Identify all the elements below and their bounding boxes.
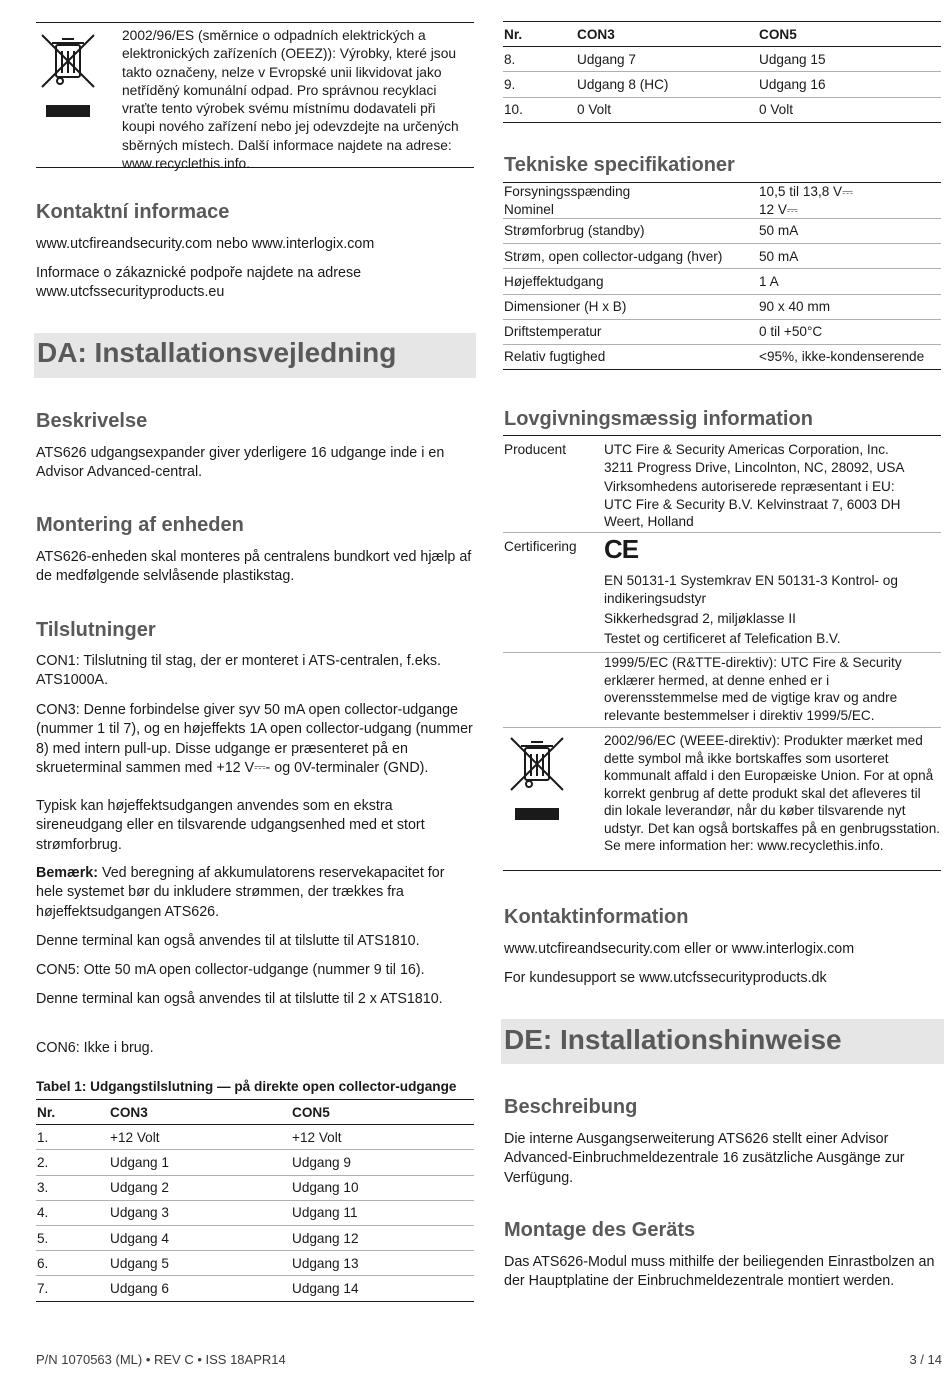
table-cell: 5. [37, 1230, 49, 1246]
table-row [503, 97, 941, 122]
table-row [36, 1251, 474, 1276]
spec-cell: 10,5 til 13,8 V⎓ 12 V⎓ [759, 184, 853, 217]
de-desc-heading: Beschreibung [504, 1096, 638, 1118]
spec-cell: <95%, ikke-kondenserende [759, 349, 925, 365]
cz-contact-line1: www.utcfireandsecurity.com nebo www.interlogix.com [36, 236, 375, 252]
de-title: DE: Installationshinweise [504, 1024, 842, 1055]
da-title-band [34, 333, 476, 378]
ce-mark-icon: CE [604, 534, 639, 564]
table-cell: Udgang 15 [759, 51, 826, 67]
spec-cell: 90 x 40 mm [759, 298, 831, 314]
spec-cell: Dimensioner (H x B) [504, 298, 627, 314]
table-cell: Udgang 2 [110, 1180, 169, 1196]
table-cell: Udgang 1 [110, 1154, 169, 1170]
reg-producer-1: UTC Fire & Security Americas Corporation, Inc. 3211 Progress Drive, Lincolnton, NC, 28092, USA [604, 442, 905, 475]
da-spec-heading: Tekniske specifikationer [504, 154, 735, 176]
da-table-caption: Tabel 1: Udgangstilslutning — på direkte open collector-udgange [36, 1079, 457, 1094]
table-cell: 7. [37, 1280, 49, 1296]
cz-weee-text: 2002/96/ES (směrnice o odpadních elektrických a elektronických zařízeních (OEEZ)): Výrobky, které jsou takto označeny, nelze v Evropské unii likvidovat jako netříděný komunální odpad. Pro správnou recyklaci vraťte tento výrobek svému místnímu dodavateli při koupi nového zařízení nebo jej odevzdejte na určených sběrných místech. Další informace najdete na adrese: www.recyclethis.info. [122, 28, 459, 172]
da-con6: CON6: Ikke i brug. [36, 1040, 154, 1056]
da-output-table [36, 1099, 474, 1302]
table-cell: 8. [504, 51, 516, 67]
de-desc-text: Die interne Ausgangserweiterung ATS626 stellt einer Advisor Advanced-Einbruchmeldezentrale 16 zusätzliche Ausgänge zur Verfügung. [504, 1131, 905, 1186]
table-cell: Udgang 10 [292, 1180, 359, 1196]
spec-cell: 1 A [759, 273, 779, 289]
footer-part-number: P/N 1070563 (ML) • REV C • ISS 18APR14 [36, 1352, 286, 1367]
da-con3b: Typisk kan højeffektsudgangen anvendes som en ekstra sireneudgang eller en tilsvarende udgangsenhed med et stort strømforbrug. [36, 798, 425, 853]
table-cell: Udgang 16 [759, 76, 826, 92]
cz-contact-line2: Informace o zákaznické podpoře najdete na adrese www.utcfssecurityproducts.eu [36, 265, 362, 301]
spec-cell: Relativ fugtighed [504, 349, 606, 365]
table-row [36, 1276, 474, 1301]
table-cell: Udgang 9 [292, 1154, 351, 1170]
table-cell: Udgang 11 [292, 1205, 358, 1221]
cz-weee-box [36, 22, 474, 172]
da-contact-heading: Kontaktinformation [504, 906, 689, 928]
table-cell: 4. [37, 1205, 49, 1221]
table-cell: Udgang 7 [577, 51, 636, 67]
da-contact-1: www.utcfireandsecurity.com eller or www.interlogix.com [504, 941, 855, 957]
table-row [36, 1125, 474, 1150]
table-cell: Udgang 3 [110, 1205, 169, 1221]
table-row [503, 72, 941, 97]
spec-cell: Strøm, open collector-udgang (hver) [504, 248, 723, 264]
spec-cell: 0 til +50°C [759, 324, 823, 340]
table-row [503, 47, 941, 72]
da-spec-table [503, 182, 941, 370]
table-cell: 6. [37, 1255, 49, 1271]
table2-header-con5: CON5 [759, 26, 797, 42]
da-reg-heading: Lovgivningsmæssig information [504, 408, 813, 430]
table-cell: 9. [504, 76, 516, 92]
de-mount-heading: Montage des Geräts [504, 1219, 696, 1241]
spec-cell: Forsyningsspænding Nominel [504, 184, 631, 217]
spec-row [503, 344, 941, 369]
cz-contact-heading: Kontaktní informace [36, 201, 230, 223]
spec-row [503, 244, 941, 269]
spec-row [503, 183, 941, 219]
da-reg-table [503, 435, 941, 871]
table-cell: Udgang 8 (HC) [577, 76, 669, 92]
da-mount-heading: Montering af enheden [36, 514, 244, 536]
table2-header-con3: CON3 [577, 26, 615, 42]
spec-cell: Driftstemperatur [504, 324, 602, 340]
reg-cert-3: Testet og certificeret af Telefication B.V. [604, 631, 841, 646]
table-cell: 3. [37, 1180, 49, 1196]
da-con5: CON5: Otte 50 mA open collector-udgange (nummer 9 til 16). [36, 962, 425, 978]
footer-page-number: 3 / 14 [909, 1352, 942, 1367]
table-header-con3: CON3 [110, 1104, 148, 1120]
da-conn-heading: Tilslutninger [36, 619, 156, 641]
spec-row [503, 269, 941, 294]
table-cell: +12 Volt [110, 1129, 160, 1145]
reg-producer-label: Producent [504, 442, 566, 457]
da-note [36, 864, 474, 922]
da-note-text: Ved beregning af akkumulatorens reservekapacitet for hele systemet bør du inkludere strømmen, der trækkes fra højeffektsudgangen ATS626. [36, 865, 445, 920]
spec-cell: Højeffektudgang [504, 273, 604, 289]
de-mount-text: Das ATS626-Modul muss mithilfe der beiliegenden Einrastbolzen an der Hauptplatine der Einbruchmeldezentrale montiert werden. [504, 1254, 935, 1290]
da-note-label: Bemærk: [36, 865, 98, 881]
table2-header-nr: Nr. [504, 26, 523, 42]
de-title-band [501, 1019, 944, 1064]
table-cell: +12 Volt [292, 1129, 342, 1145]
da-output-table-cont [503, 21, 941, 123]
reg-cert-1: EN 50131-1 Systemkrav EN 50131-3 Kontrol- og indikeringsudstyr [604, 573, 898, 606]
table-cell: 0 Volt [759, 102, 794, 118]
da-desc-heading: Beskrivelse [36, 410, 148, 432]
table-row [36, 1200, 474, 1225]
da-contact-2: For kundesupport se www.utcfssecurityproducts.dk [504, 970, 827, 986]
spec-row [503, 319, 941, 344]
table-cell: 0 Volt [577, 102, 612, 118]
reg-weee: 2002/96/EC (WEEE-direktiv): Produkter mærket med dette symbol må ikke bortskaffes som usorteret kommunalt affald i den Europæiske Union. For at opnå korrekt genbrug af dette produkt skal det afleveres til din lokale leverandør, når du køber tilsvarende nyt udstyr. Det kan også bortskaffes på en genbrugsstation. Se mere information her: www.recyclethis.info. [604, 733, 941, 853]
table-cell: Udgang 5 [110, 1255, 169, 1271]
da-con1: CON1: Tilslutning til stag, der er monteret i ATS-centralen, f.eks. ATS1000A. [36, 653, 441, 689]
table-row [36, 1175, 474, 1200]
reg-rtte: 1999/5/EC (R&TTE-direktiv): UTC Fire & Security erklærer hermed, at denne enhed er i overensstemmelse med de vigtige krav og andre relevante bestemmelser i direktiv 1999/5/EC. [604, 655, 902, 723]
spec-cell: Strømforbrug (standby) [504, 223, 645, 239]
reg-cert-label: Certificering [504, 539, 577, 554]
spec-row [503, 294, 941, 319]
table-cell: 1. [37, 1129, 49, 1145]
crossed-bin-icon [507, 732, 569, 824]
table-cell: 10. [504, 102, 523, 118]
reg-divider [503, 652, 941, 653]
table-cell: 2. [37, 1154, 49, 1170]
table-cell: Udgang 14 [292, 1280, 359, 1296]
spec-row [503, 219, 941, 244]
da-terminal2: Denne terminal kan også anvendes til at tilslutte til 2 x ATS1810. [36, 991, 443, 1007]
table-header-nr: Nr. [37, 1104, 56, 1120]
reg-producer-2: Virksomhedens autoriserede repræsentant i EU: UTC Fire & Security B.V. Kelvinstraat 7, 6003 DH Weert, Holland [604, 479, 901, 529]
da-terminal1: Denne terminal kan også anvendes til at tilslutte til ATS1810. [36, 933, 420, 949]
spec-cell: 50 mA [759, 223, 799, 239]
da-desc-text: ATS626 udgangsexpander giver yderligere 16 udgange inde i en Advisor Advanced-central. [36, 445, 445, 481]
da-title: DA: Installationsvejledning [37, 337, 397, 368]
reg-cert-2: Sikkerhedsgrad 2, miljøklasse II [604, 611, 796, 626]
table-row [36, 1150, 474, 1175]
table-cell: Udgang 6 [110, 1280, 169, 1296]
da-mount-text: ATS626-enheden skal monteres på centralens bundkort ved hjælp af de medfølgende selvlåsende plastikstag. [36, 549, 472, 585]
table-cell: Udgang 12 [292, 1230, 359, 1246]
da-con3: CON3: Denne forbindelse giver syv 50 mA open collector-udgange (nummer 1 til 7), og en højeffekts 1A open collector-udgang (nummer 8) med intern pull-up. Disse udgange er præsenteret på en skrueterminal sammen med +12 V⎓- og 0V-terminaler (GND). [36, 702, 473, 777]
reg-divider [503, 532, 941, 533]
table-cell: Udgang 13 [292, 1255, 359, 1271]
table-cell: Udgang 4 [110, 1230, 169, 1246]
reg-divider [503, 727, 941, 728]
table-header-con5: CON5 [292, 1104, 330, 1120]
crossed-bin-icon [38, 29, 100, 121]
spec-cell: 50 mA [759, 248, 799, 264]
table-row [36, 1225, 474, 1250]
